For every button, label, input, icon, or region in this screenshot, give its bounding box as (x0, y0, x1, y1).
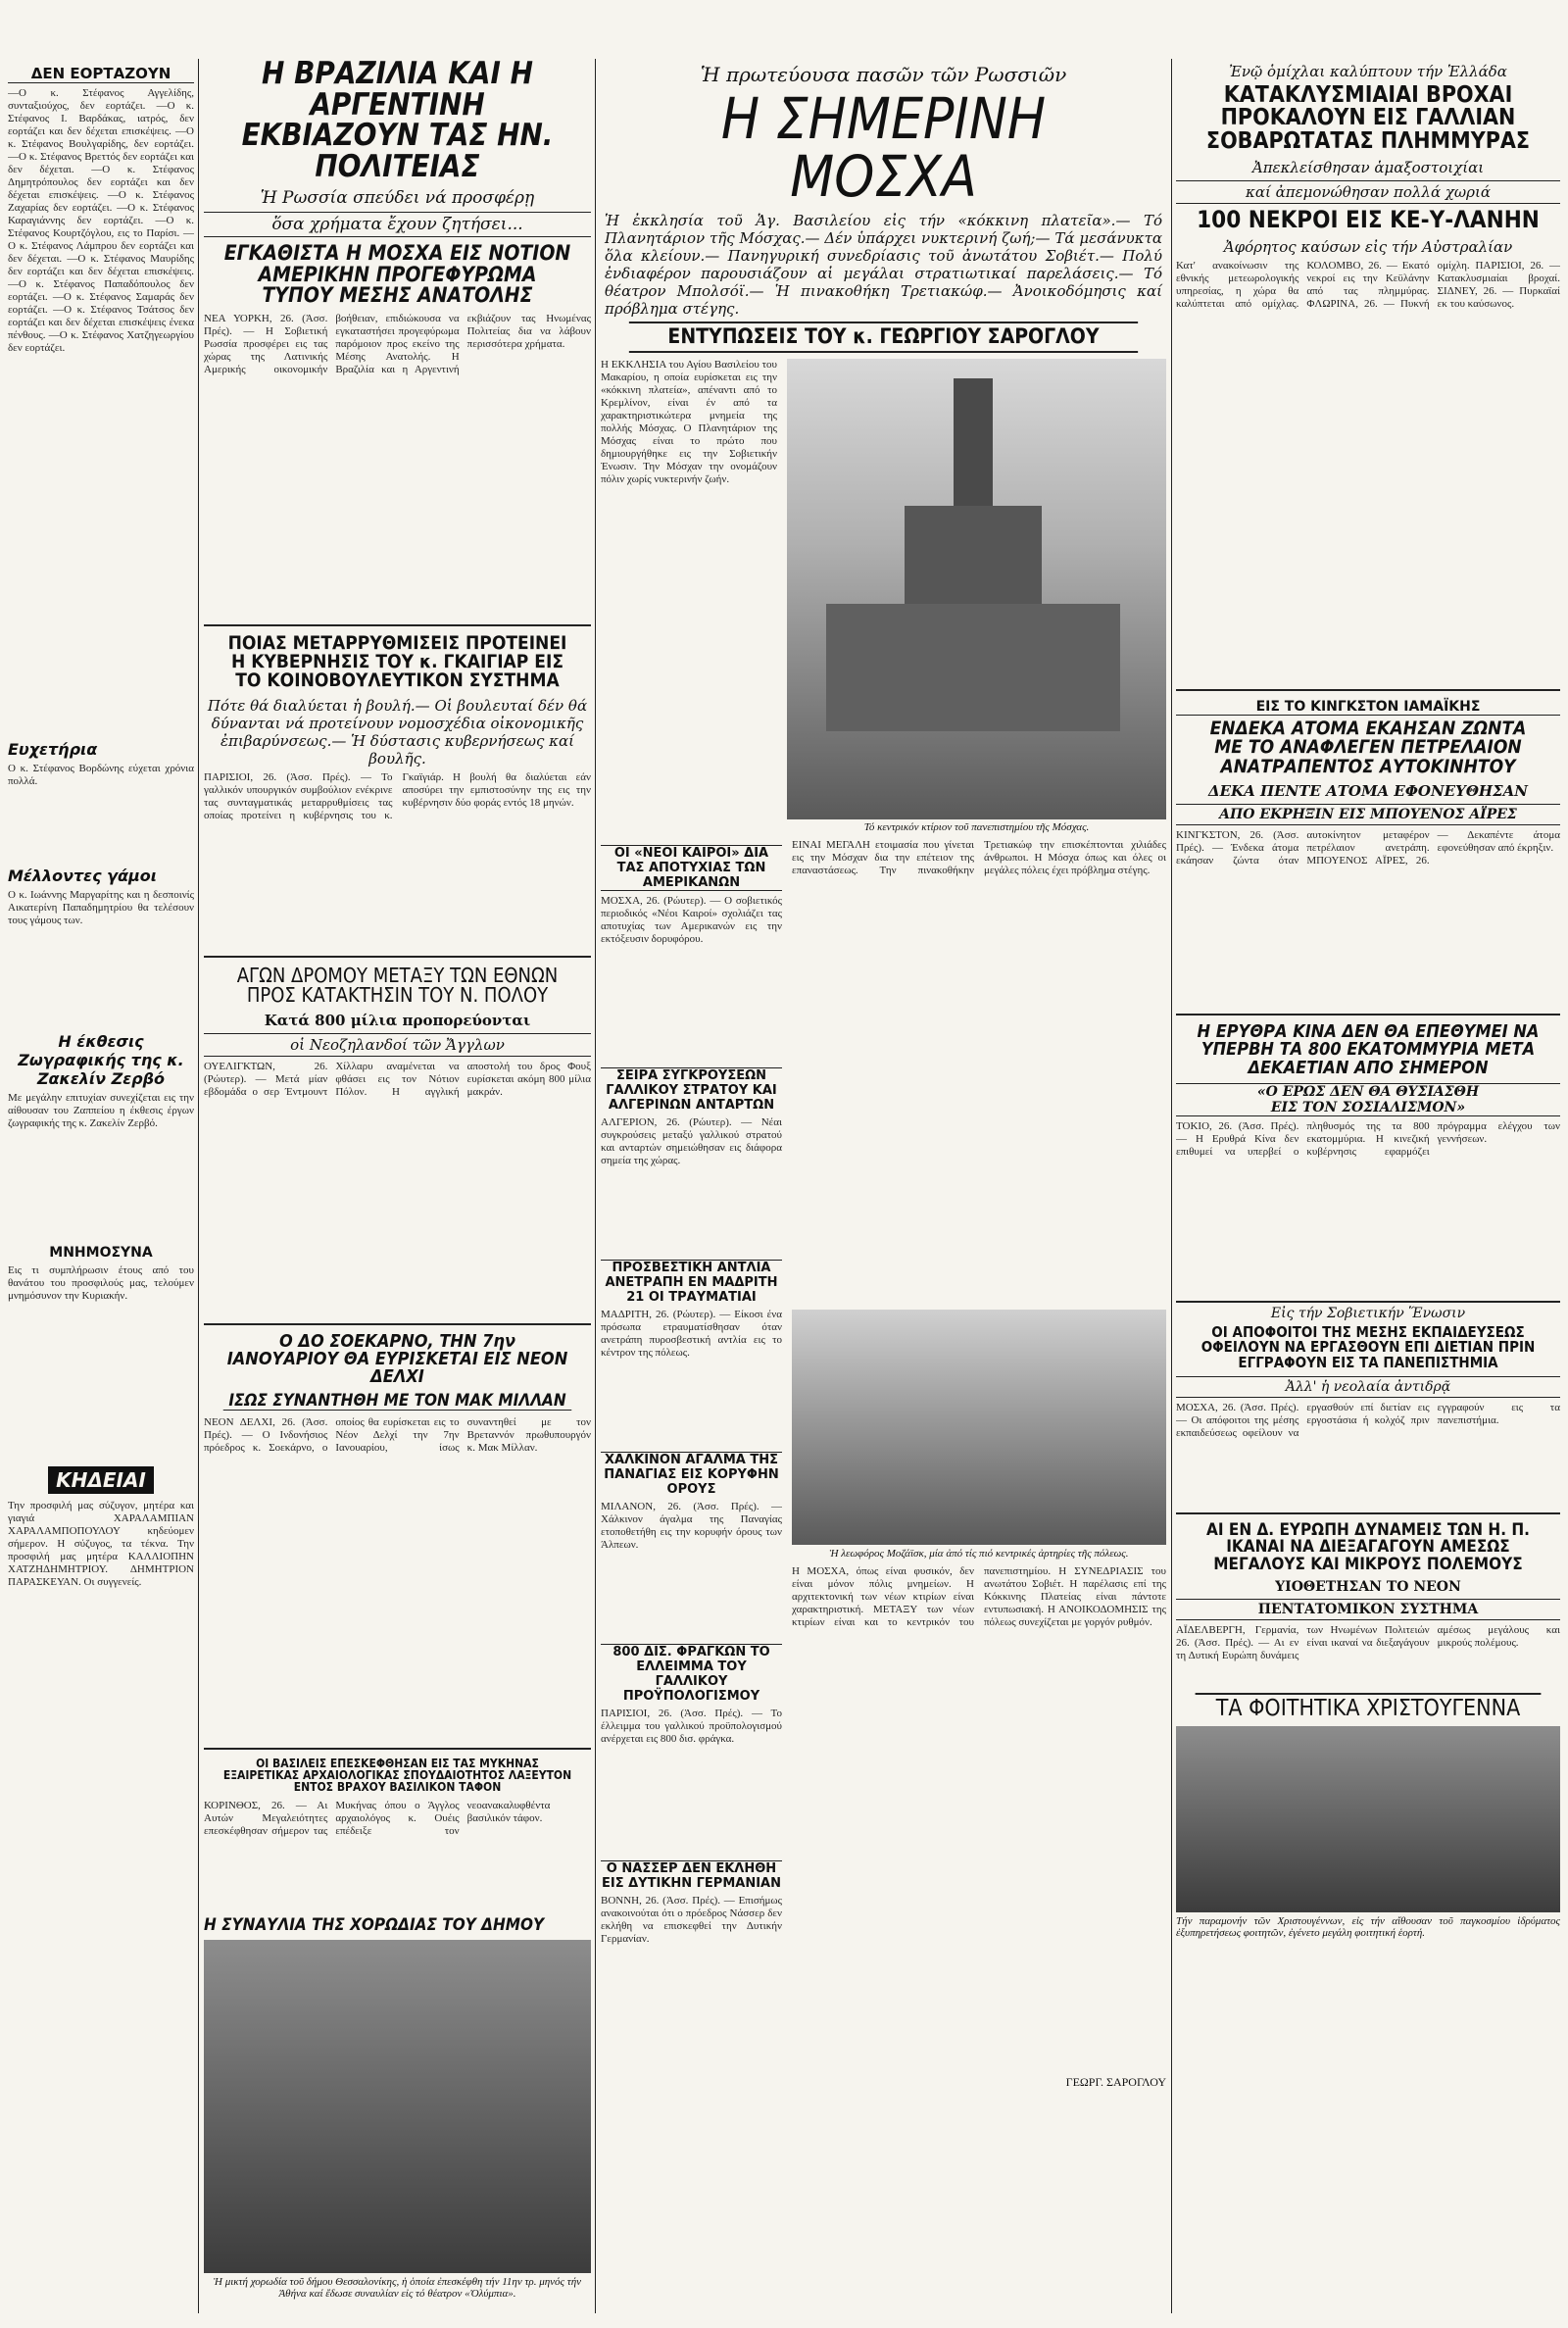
column-politics (204, 59, 591, 2313)
headline: Η ΣΥΝΑΥΛΙΑ ΤΗΣ ΧΟΡΩΔΙΑΣ ΤΟΥ ΔΗΜΟΥ (204, 1914, 545, 1935)
headline: ΤΑ ΦΟΙΤΗΤΙΚΑ ΧΡΙΣΤΟΥΓΕΝΝΑ (1196, 1693, 1542, 1720)
headline: ΠΟΙΑΣ ΜΕΤΑΡΡΥΘΜΙΣΕΙΣ ΠΡΟΤΕΙΝΕΙ Η ΚΥΒΕΡΝΗΣΙΣ ΤΟΥ κ. ΓΚΑΙΓΙΑΡ ΕΙΣ ΤΟ ΚΟΙΝΟΒΟΥΛΕΥΤΙΚΟΝ ΣΥΣΤΗΜΑ (227, 631, 567, 692)
section-title: Μέλλοντες γάμοι (8, 867, 158, 885)
section-title: ΜΝΗΜΟΣΥΝΑ (49, 1245, 153, 1261)
headline: ΣΕΙΡΑ ΣΥΓΚΡΟΥΣΕΩΝ ΓΑΛΛΙΚΟΥ ΣΤΡΑΤΟΥ ΚΑΙ ΑΛΓΕΡΙΝΩΝ ΑΝΤΑΡΤΩΝ (601, 1067, 782, 1113)
section-title: ΚΗΔΕΙΑΙ (48, 1466, 154, 1494)
headline: ΚΑΤΑΚΛΥΣΜΙΑΙΑΙ ΒΡΟΧΑΙ ΠΡΟΚΑΛΟΥΝ ΕΙΣ ΓΑΛΛΙΑΝ ΣΟΒΑΡΩΤΑΤΑΣ ΠΛΗΜΜΥΡΑΣ (1205, 82, 1531, 154)
subheadline: καί ἀπεμονώθησαν πολλά χωριά (1176, 180, 1560, 204)
article-text: ΠΑΡΙΣΙΟΙ, 26. (Ἀσσ. Πρές). — Το γαλλικόν υπουργικόν συμβούλιον ενέκρινε τας συνταγματικάς μεταρρυθμίσεις τας οποίας προτείνει η κυβέρνησις του κ. Γκαϊγιάρ. Η βουλή θα διαλύεται εάν αποσύρει την εμπιστοσύνην της εις την κυβέρνησιν δύο φοράς εντός 18 μηνών. (204, 770, 591, 821)
university-photo (787, 359, 1166, 819)
subheadline: Πότε θά διαλύεται ἡ βουλή.— Οἱ βουλευταί δέν θά δύνανται νά προτείνουν νομοσχέδια οἰκονομικῆς ἐπιβαρύνσεως.— Ἡ δύστασις κυβερνήσεως καί βουλῆς. (207, 696, 588, 768)
column-announcements (8, 59, 194, 2313)
subheadline: Ἡ Ρωσσία σπεύδει νά προσφέρῃ (260, 188, 535, 209)
column-rule (198, 59, 199, 2313)
photo-caption: Ἡ μικτή χορωδία τοῦ δήμου Θεσσαλονίκης, ἡ ὁποία ἐπεσκέφθη τήν 11ην τρ. μηνός τήν Ἀθήνα καί ἔδωσε συναυλίαν εἰς τό θέατρον «Ὀλύμπια». (213, 2276, 582, 2300)
headline: ΠΡΟΣΒΕΣΤΙΚΗ ΑΝΤΛΙΑ ΑΝΕΤΡΑΠΗ ΕΝ ΜΑΔΡΙΤΗ 21 ΟΙ ΤΡΑΥΜΑΤΙΑΙ (601, 1260, 782, 1305)
subheadline: ὅσα χρήματα ἔχουν ζητήσει... (204, 212, 591, 237)
headline: Η ΒΡΑΖΙΛΙΑ ΚΑΙ Η ΑΡΓΕΝΤΙΝΗ ΕΚΒΙΑΖΟΥΝ ΤΑΣ ΗΝ. ΠΟΛΙΤΕΙΑΣ (241, 59, 554, 184)
subheadline: ΥΙΟΘΕΤΗΣΑΝ ΤΟ ΝΕΟΝ (1275, 1578, 1461, 1595)
article-text: ΠΑΡΙΣΙΟΙ, 26. (Ἀσσ. Πρές). — Το έλλειμμα του γαλλικού προϋπολογισμού ανέρχεται εις 800 δισ. φράγκα. (601, 1707, 782, 1745)
article-text: Η ΜΟΣΧΑ, όπως είναι φυσικόν, δεν είναι μόνον πόλις μνημείων. Η αρχιτεκτονική των νέων κτιρίων είναι χαρακτηριστική. ΜΕΤΑΞΥ των νέων κτιρίων είναι και το κεντρικόν του πανεπιστημίου. Η ΣΥΝΕΔΡΙΑΣΙΣ του ανωτάτου Σοβιέτ. Η παρέλασις επί της Κόκκινης Πλατείας είναι πάντοτε εντυπωσιακή. Η ΑΝΟΙΚΟΔΟΜΗΣΙΣ της πόλεως συνεχίζεται με γοργόν ρυθμόν. (792, 1564, 1166, 1628)
headline: Η ΣΗΜΕΡΙΝΗ ΜΟΣΧΑ (720, 85, 1047, 211)
article-text: ΜΟΣΧΑ, 26. (Ἀσσ. Πρές). — Οι απόφοιτοι της μέσης εκπαιδεύσεως οφείλουν να εργασθούν επί διετίαν εις εργοστάσια ή κολχόζ πριν εγγραφούν εις τα πανεπιστήμια. (1176, 1401, 1560, 1439)
headline: 100 ΝΕΚΡΟΙ ΕΙΣ ΚΕ-Υ-ΛΑΝΗΝ (1197, 206, 1540, 234)
article-text: ΚΟΡΙΝΘΟΣ, 26. — Αι Αυτών Μεγαλειότητες επεσκέφθησαν σήμερον τας Μυκήνας όπου ο Άγγλος αρχαιολόγος κ. Ουέις επέδειξε τον νεοανακαλυφθέντα βασιλικόν τάφον. (204, 1799, 551, 1837)
column-moscow (601, 59, 1166, 2313)
kicker: Εἰς τήν Σοβιετικήν Ἕνωσιν (1176, 1301, 1560, 1321)
subheadline: Ἀφόρητος καύσων εἰς τήν Αὐστραλίαν (1223, 237, 1513, 256)
column-rule (595, 59, 596, 2313)
article-text: ΜΙΛΑΝΟΝ, 26. (Ἀσσ. Πρές). — Χάλκινον άγαλμα της Παναγίας ετοποθετήθη εις την κορυφήν όρους των Άλπεων. (601, 1500, 782, 1551)
street-photo (792, 1310, 1166, 1545)
headline: ΕΝΔΕΚΑ ΑΤΟΜΑ ΕΚΑΗΣΑΝ ΖΩΝΤΑ ΜΕ ΤΟ ΑΝΑΦΛΕΓΕΝ ΠΕΤΡΕΛΑΙΟΝ ΑΝΑΤΡΑΠΕΝΤΟΣ ΑΥΤΟΚΙΝΗΤΟΥ (1209, 717, 1527, 777)
headline: Ο ΝΑΣΣΕΡ ΔΕΝ ΕΚΛΗΘΗ ΕΙΣ ΔΥΤΙΚΗΝ ΓΕΡΜΑΝΙΑΝ (601, 1860, 781, 1891)
article-text: ΑΛΓΕΡΙΟΝ, 26. (Ρώυτερ). — Νέαι συγκρούσεις μεταξύ γαλλικού στρατού και ανταρτών σημειώθησαν εις διάφορα σημεία της χώρας. (601, 1115, 782, 1166)
subheadline: ΠΕΝΤΑΤΟΜΙΚΟΝ ΣΥΣΤΗΜΑ (1176, 1599, 1560, 1620)
headline: ΑΙ ΕΝ Δ. ΕΥΡΩΠΗ ΔΥΝΑΜΕΙΣ ΤΩΝ Η. Π. ΙΚΑΝΑΙ ΝΑ ΔΙΕΞΑΓΑΓΟΥΝ ΑΜΕΣΩΣ ΜΕΓΑΛΟΥΣ ΚΑΙ ΜΙΚΡΟΥΣ ΠΟΛΕΜΟΥΣ (1206, 1519, 1530, 1574)
subheadline: ΑΠΟ ΕΚΡΗΞΙΝ ΕΙΣ ΜΠΟΥΕΝΟΣ ΑΪΡΕΣ (1176, 804, 1560, 825)
subheadline: Ἀλλ' ἡ νεολαία ἀντιδρᾷ (1176, 1376, 1560, 1398)
headline: 800 ΔΙΣ. ΦΡΑΓΚΩΝ ΤΟ ΕΛΛΕΙΜΜΑ ΤΟΥ ΓΑΛΛΙΚΟΥ ΠΡΟΫΠΟΛΟΓΙΣΜΟΥ (601, 1644, 782, 1704)
subheadline: οἱ Νεοζηλανδοί τῶν Ἄγγλων (204, 1033, 591, 1057)
article-text: ΜΟΣΧΑ, 26. (Ρώυτερ). — Ο σοβιετικός περιοδικός «Νέοι Καιροί» σχολιάζει τας αποτυχίας των Αμερικανών εις την εκτόξευσιν δορυφόρου. (601, 894, 782, 945)
article-text: ΚΙΝΓΚΣΤΟΝ, 26. (Ἀσσ. Πρές). — Ένδεκα άτομα εκάησαν ζώντα όταν αυτοκίνητον μεταφέρον πετρέλαιον ανετράπη. ΜΠΟΥΕΝΟΣ ΑΪΡΕΣ, 26. — Δεκαπέντε άτομα εφονεύθησαν από έκρηξιν. (1176, 828, 1560, 867)
headline: ΟΙ ΑΠΟΦΟΙΤΟΙ ΤΗΣ ΜΕΣΗΣ ΕΚΠΑΙΔΕΥΣΕΩΣ ΟΦΕΙΛΟΥΝ ΝΑ ΕΡΓΑΣΘΟΥΝ ΕΠΙ ΔΙΕΤΙΑΝ ΠΡΙΝ ΕΓΓΡΑΦΟΥΝ ΕΙΣ ΤΑ ΠΑΝΕΠΙΣΤΗΜΙΑ (1200, 1323, 1536, 1371)
subheadline: Ἡ ἐκκλησία τοῦ Ἁγ. Βασιλείου εἰς τήν «κόκκινη πλατεῖα».— Τό Πλανητάριον τῆς Μόσχας.— Δέν ὑπάρχει νυκτερινή ζωή;— Τά μεσάνυκτα ὅλα κλείουν.— Πανηγυρική συνεδρίασις τοῦ ἀνωτάτου Σοβιέτ.— Πολύ ἐνδιαφέρον παρουσιάζουν αἱ μεγάλαι στρατιωτικαί παρελάσεις.— Τό θέατρον Μπολσόϊ.— Ἡ πινακοθήκη Τρετιακώφ.— Ἀνοικοδόμησις καί πρόβλημα στέγης. (605, 212, 1162, 319)
article-text: Η ΕΚΚΛΗΣΙΑ του Αγίου Βασιλείου του Μακαρίου, η οποία ευρίσκεται εις την «κόκκινη πλατεία», απέναντι από το Κρεμλίνον, είναι έν από τα χαρακτηριστικώτερα μνημεία της πολλής Μόσχας. Ο Πλανητάριον της Μόσχας είναι το πρώτο που δημιουργήθηκε εις την Σοβιετικήν Ένωσιν. Την Μόσχαν την ονομάζουν πόλιν χωρίς νυκτερινήν ζωήν. (601, 358, 777, 485)
headline: Ο ΔΟ ΣΟΕΚΑΡΝΟ, ΤΗΝ 7ην ΙΑΝΟΥΑΡΙΟΥ ΘΑ ΕΥΡΙΣΚΕΤΑΙ ΕΙΣ ΝΕΟΝ ΔΕΛΧΙ (226, 1330, 568, 1388)
photo-caption: Τό κεντρικόν κτίριον τοῦ πανεπιστημίου τῆς Μόσχας. (863, 820, 1090, 833)
section-text: Την προσφιλή μας σύζυγον, μητέρα και γιαγιά ΧΑΡΑΛΑΜΠΙΑΝ ΧΑΡΑΛΑΜΠΟΠΟΥΛΟΥ κηδεύομεν σήμερον. Η σύζυγος, τα τέκνα. Την προσφιλή μας μητέρα ΚΑΛΛΙΟΠΗΝ ΧΑΤΖΗΔΗΜΗΤΡΙΟΥ. ΔΗΜΗΤΡΙΟΝ ΠΑΡΑΣΚΕΥΑΝ. Οι συγγενείς. (8, 1500, 194, 1588)
article-text: ΜΑΔΡΙΤΗ, 26. (Ρώυτερ). — Είκοσι ένα πρόσωπα ετραυματίσθησαν όταν ανετράπη πυροσβεστική αντλία εις το κέντρον της πόλεως. (601, 1308, 782, 1359)
kicker: Ἡ πρωτεύουσα πασῶν τῶν Ρωσσιῶν (700, 63, 1067, 86)
section-text: Ο κ. Ιωάννης Μαργαρίτης και η δεσποινίς Αικατερίνη Παπαδημητρίου θα τελέσουν τους γάμους των. (8, 889, 194, 926)
headline: ΧΑΛΚΙΝΟΝ ΑΓΑΛΜΑ ΤΗΣ ΠΑΝΑΓΙΑΣ ΕΙΣ ΚΟΡΥΦΗΝ ΟΡΟΥΣ (601, 1452, 782, 1497)
column-world (1176, 59, 1560, 2313)
headline: Η ΕΡΥΘΡΑ ΚΙΝΑ ΔΕΝ ΘΑ ΕΠΕΘΥΜΕΙ ΝΑ ΥΠΕΡΒΗ ΤΑ 800 ΕΚΑΤΟΜΜΥΡΙΑ ΜΕΤΑ ΔΕΚΑΕΤΙΑΝ ΑΠΟ ΣΗΜΕΡΟΝ (1197, 1020, 1540, 1078)
article-text: ΤΟΚΙΟ, 26. (Ἀσσ. Πρές). — Η Ερυθρά Κίνα δεν επιθυμεί να υπερβεί ο πληθυσμός της τα 800 εκατομμύρια. Η κινεζική κυβέρνησις εφαρμόζει πρόγραμμα ελέγχου των γεννήσεων. (1176, 1120, 1560, 1159)
students-photo (1176, 1726, 1560, 1912)
article-text: ΝΕΑ ΥΟΡΚΗ, 26. (Ἀσσ. Πρές). — Η Σοβιετική Ρωσσία προσφέρει εις τας χώρας της Λατινικής Αμερικής οικονομικήν βοήθειαν, επιδιώκουσα να εγκαταστήσει προγεφύρωμα παρόμοιον προς εκείνο της Μέσης Ανατολής. Η Βραζιλία και η Αργεντινή εκβιάζουν τας Ηνωμένας Πολιτείας δια να λάβουν περισσότερα χρήματα. (204, 312, 591, 375)
byline: ΕΝΤΥΠΩΣΕΙΣ ΤΟΥ κ. ΓΕΩΡΓΙΟΥ ΣΑΡΟΓΛΟΥ (629, 322, 1138, 352)
article-text: ΕΙΝΑΙ ΜΕΓΑΛΗ ετοιμασία που γίνεται εις την Μόσχαν δια την επέτειον της επαναστάσεως. Την πινακοθήκην Τρετιακώφ την επισκέπτονται χιλιάδες άνθρωποι. Η Μόσχα όπως και όλες οι μεγάλες πόλεις έχει πρόβλημα στέγης. (792, 838, 1166, 876)
article-text: Κατ' ανακοίνωσιν της εθνικής μετεωρολογικής υπηρεσίας, η χώρα θα καλύπτεται από ομίχλας. ΚΟΛΟΜΒΟ, 26. — Εκατό νεκροί εις την Κεϋλάνην από τας πλημμύρας. ΦΛΩΡΙΝΑ, 26. — Πυκνή ομίχλη. ΠΑΡΙΣΙΟΙ, 26. — Κατακλυσμιαίαι βροχαί. ΣΙΔΝΕΥ, 26. — Πυρκαϊαί εκ του καύσωνος. (1176, 259, 1560, 310)
section-text: Με μεγάλην επιτυχίαν συνεχίζεται εις την αίθουσαν του Ζαππείου η έκθεσις έργων ζωγραφικής της κ. Ζακελίν Ζερβό. (8, 1092, 194, 1129)
headline: ΕΓΚΑΘΙΣΤΑ Η ΜΟΣΧΑ ΕΙΣ ΝΟΤΙΟΝ ΑΜΕΡΙΚΗΝ ΠΡΟΓΕΦΥΡΩΜΑ ΤΥΠΟΥ ΜΕΣΗΣ ΑΝΑΤΟΛΗΣ (223, 241, 571, 308)
headline: ΕΙΣ ΤΟ ΚΙΝΓΚΣΤΟΝ ΙΑΜΑΪΚΗΣ (1176, 699, 1560, 716)
article-text: ΝΕΟΝ ΔΕΛΧΙ, 26. (Ἀσσ. Πρές). — Ο Ινδονήσιος πρόεδρος κ. Σοεκάρνο, ο οποίος θα ευρίσκεται εις το Νέον Δελχί την 7ην Ιανουαρίου, ίσως συναντηθεί με τον Βρεταννόν πρωθυπουργόν κ. Μακ Μίλλαν. (204, 1415, 591, 1454)
column-rule (1171, 59, 1172, 2313)
article-text: ΒΟΝΝΗ, 26. (Ἀσσ. Πρές). — Επισήμως ανακοινούται ότι ο πρόεδρος Νάσσερ δεν εκλήθη να επισκεφθεί την Δυτικήν Γερμανίαν. (601, 1894, 782, 1945)
signature: ΓΕΩΡΓ. ΣΑΡΟΓΛΟΥ (1065, 2074, 1166, 2089)
announcement-text: —Ο κ. Στέφανος Αγγελίδης, συνταξιούχος, δεν εορτάζει. —Ο κ. Στέφανος Ι. Βαρδάκας, ιατρός, δεν εορτάζει και δεν δέχεται επισκέψεις. —Ο κ. Στέφανος Βουλγαρίδης, δεν εορτάζει. —Ο κ. Στέφανος Βρεττός δεν εορτάζει και δεν δέχεται. —Ο κ. Στέφανος Δημητρόπουλος δεν εορτάζει και δεν δέχεται επισκέψεις. —Ο κ. Στέφανος Ζαχαρίας δεν εορτάζει. —Ο κ. Στέφανος Καραγιάννης δεν εορτάζει. —Ο κ. Στέφανος Κουρτζόγλου, εις το Παρίσι. —Ο κ. Στέφανος Λάμπρου δεν εορτάζει και δεν δέχεται. —Ο κ. Στέφανος Μαυρίδης δεν εορτάζει και δεν δέχεται επισκέψεις. —Ο κ. Στέφανος Παπαδόπουλος δεν εορτάζει. —Ο κ. Στέφανος Σαμαράς δεν εορτάζει. —Ο κ. Στέφανος Τσάτσος δεν εορτάζει και δεν δέχεται επισκέψεις ένεκα πένθους. —Ο κ. Στέφανος Χατζηγεωργίου δεν εορτάζει. (8, 87, 194, 354)
photo-caption: Ἡ λεωφόρος Μοζάϊσκ, μία ἀπό τίς πιό κεντρικές ἀρτηρίες τῆς πόλεως. (829, 1547, 1129, 1560)
photo-caption: Τήν παραμονήν τῶν Χριστουγέννων, εἰς τήν αἴθουσαν τοῦ παγκοσμίου ἱδρύματος ἐξυπηρετήσεως φοιτητῶν, ἐγένετο μεγάλη φοιτητική ἑορτή. (1176, 1915, 1560, 1940)
subheadline: Κατά 800 μίλια προπορεύονται (264, 1011, 531, 1029)
subheadline: ΕΙΣ ΤΟΝ ΣΟΣΙΑΛΙΣΜΟΝ» (1176, 1100, 1560, 1116)
section-title: ΔΕΝ ΕΟΡΤΑΖΟΥΝ (8, 65, 194, 83)
article-text: ΑΪΔΕΛΒΕΡΓΗ, Γερμανία, 26. (Ἀσσ. Πρές). — Αι εν τη Δυτική Ευρώπη δυνάμεις των Ηνωμένων Πολιτειών είναι ικαναί να διεξαγάγουν αμέσως μεγάλους και μικρούς πολέμους. (1176, 1623, 1560, 1661)
article-text: ΟΥΕΛΙΓΚΤΩΝ, 26. (Ρώυτερ). — Μετά μίαν εβδομάδα ο σερ Έντμουντ Χίλλαρυ αναμένεται να φθάσει εις τον Νότιον Πόλον. Η αγγλική αποστολή του δρος Φουξ ευρίσκεται ακόμη 800 μίλια μακράν. (204, 1060, 591, 1098)
section-text: Εις τι συμπλήρωσιν έτους από του θανάτου του προσφιλούς μας, τελούμεν μνημόσυνον την Κυριακήν. (8, 1264, 194, 1302)
subheadline: «Ο ΕΡΩΣ ΔΕΝ ΘΑ ΘΥΣΙΑΣΘΗ (1176, 1083, 1560, 1100)
headline: ΑΓΩΝ ΔΡΟΜΟΥ ΜΕΤΑΞΥ ΤΩΝ ΕΘΝΩΝ ΠΡΟΣ ΚΑΤΑΚΤΗΣΙΝ ΤΟΥ Ν. ΠΟΛΟΥ (236, 963, 559, 1008)
headline: ΟΙ «ΝΕΟΙ ΚΑΙΡΟΙ» ΔΙΑ ΤΑΣ ΑΠΟΤΥΧΙΑΣ ΤΩΝ ΑΜΕΡΙΚΑΝΩΝ (601, 845, 782, 891)
headline: ΟΙ ΒΑΣΙΛΕΙΣ ΕΠΕΣΚΕΦΘΗΣΑΝ ΕΙΣ ΤΑΣ ΜΥΚΗΝΑΣ ΕΞΑΙΡΕΤΙΚΑΣ ΑΡΧΑΙΟΛΟΓΙΚΑΣ ΣΠΟΥΔΑΙΟΤΗΤΟΣ ΛΑΞΕΥΤΟΝ ΕΝΤΟΣ ΒΡΑΧΟΥ ΒΑΣΙΛΙΚΟΝ ΤΑΦΟΝ (222, 1756, 572, 1795)
subheadline: ΔΕΚΑ ΠΕΝΤΕ ΑΤΟΜΑ ΕΦΟΝΕΥΘΗΣΑΝ (1207, 781, 1529, 800)
kicker: Ἐνῷ ὁμίχλαι καλύπτουν τήν Ἑλλάδα (1229, 63, 1507, 80)
section-title: Ευχετήρια (8, 740, 98, 759)
section-text: Ο κ. Στέφανος Βορδώνης εύχεται χρόνια πολλά. (8, 763, 194, 787)
section-title: Η έκθεσις Ζωγραφικής της κ. Ζακελίν Ζερβό (18, 1032, 184, 1088)
subheadline: Ἀπεκλείσθησαν ἁμαξοστοιχίαι (1251, 159, 1485, 177)
subheadline: ΙΣΩΣ ΣΥΝΑΝΤΗΘΗ ΜΕ ΤΟΝ ΜΑΚ ΜΙΛΛΑΝ (223, 1393, 572, 1411)
choir-photo (204, 1940, 591, 2273)
